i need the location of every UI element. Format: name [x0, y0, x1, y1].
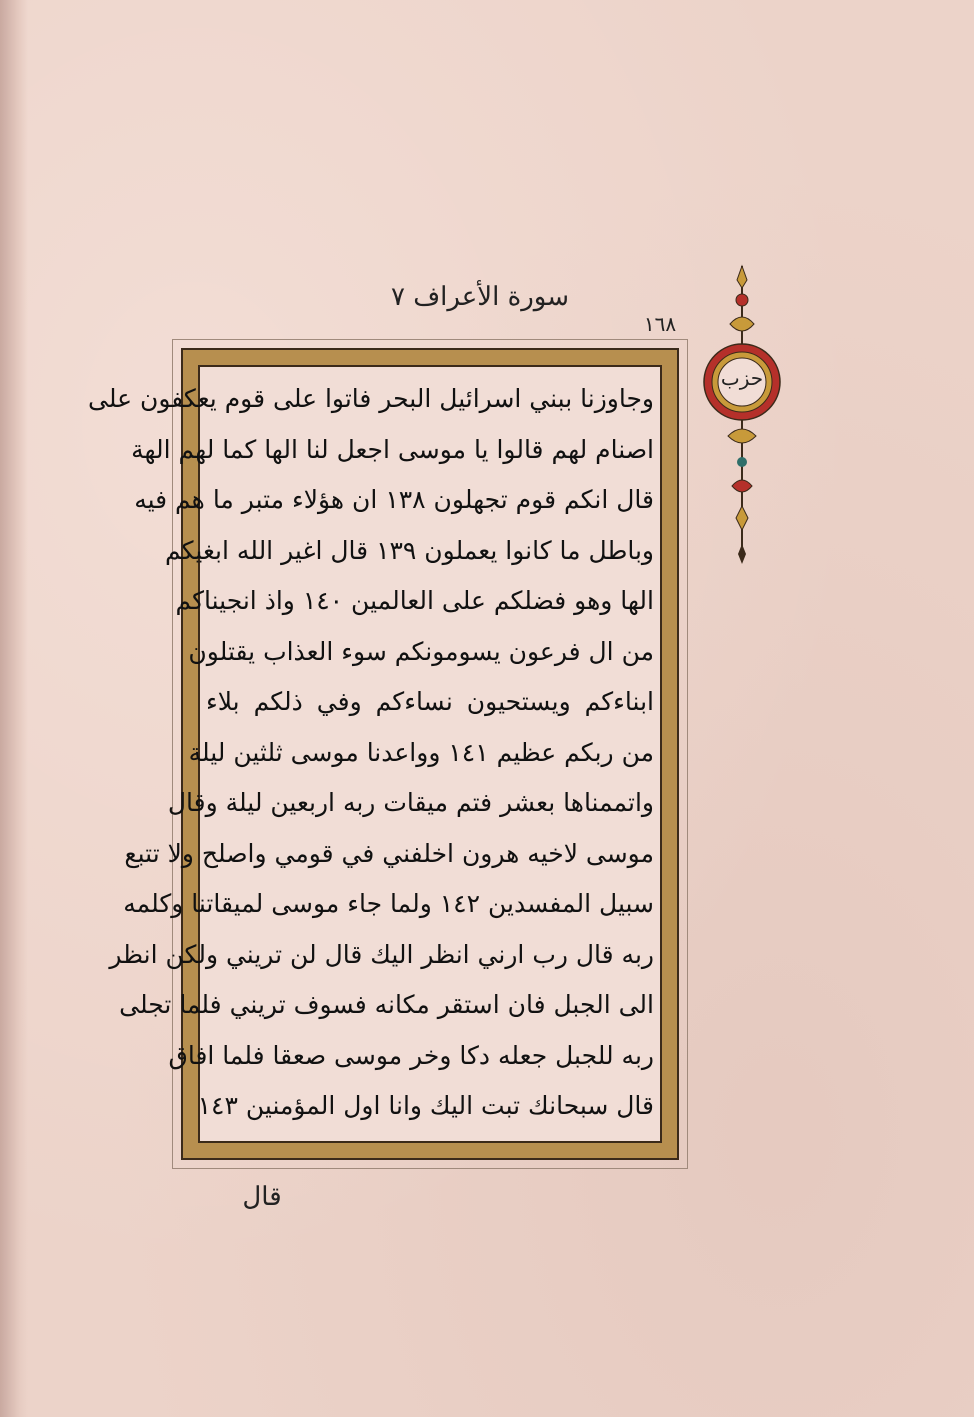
text-line: وباطل ما كانوا يعملون ١٣٩ قال اغير الله ابغيكم — [164, 535, 654, 565]
surah-title: سورة الأعراف ٧ — [391, 282, 569, 312]
text-line: اصنام لهم قالوا يا موسى اجعل لنا الها كما لهم الهة — [131, 434, 654, 464]
text-line: ابناءكم ويستحيون نساءكم وفي ذلكم بلاء — [206, 687, 654, 716]
text-line: من ال فرعون يسومونكم سوء العذاب يقتلون — [188, 636, 654, 666]
quran-text-block — [88, 374, 654, 1134]
text-line: من ربكم عظيم ١٤١ وواعدنا موسى ثلثين ليلة — [188, 737, 654, 767]
text-line: ربه قال رب ارني انظر اليك قال لن تريني ولكن انظر — [109, 939, 654, 969]
page-edge-shadow — [0, 0, 28, 1417]
text-line: موسى لاخيه هرون اخلفني في قومي واصلح ولا تتبع — [124, 838, 654, 868]
text-line: قال سبحانك تبت اليك وانا اول المؤمنين ١٤٣ — [197, 1091, 654, 1120]
text-line: الى الجبل فان استقر مكانه فسوف تريني فلما تجلى — [119, 990, 654, 1019]
page-number: ١٦٨ — [643, 312, 677, 336]
text-line: واتممناها بعشر فتم ميقات ربه اربعين ليلة وقال — [167, 788, 654, 817]
text-line: سبيل المفسدين ١٤٢ ولما جاء موسى لميقاتنا وكلمه — [123, 889, 654, 918]
text-line: وجاوزنا ببني اسرائيل البحر فاتوا على قوم يعكفون على — [88, 384, 654, 413]
catchword: قال — [242, 1182, 282, 1212]
text-line: ربه للجبل جعله دكا وخر موسى صعقا فلما افاق — [168, 1040, 654, 1070]
hizb-marker-ornament-icon — [700, 266, 784, 566]
text-line: قال انكم قوم تجهلون ١٣٨ ان هؤلاء متبر ما هم فيه — [134, 485, 654, 514]
hizb-label: حزب — [720, 366, 764, 390]
text-line: الها وهو فضلكم على العالمين ١٤٠ واذ انجيناكم — [175, 586, 654, 615]
